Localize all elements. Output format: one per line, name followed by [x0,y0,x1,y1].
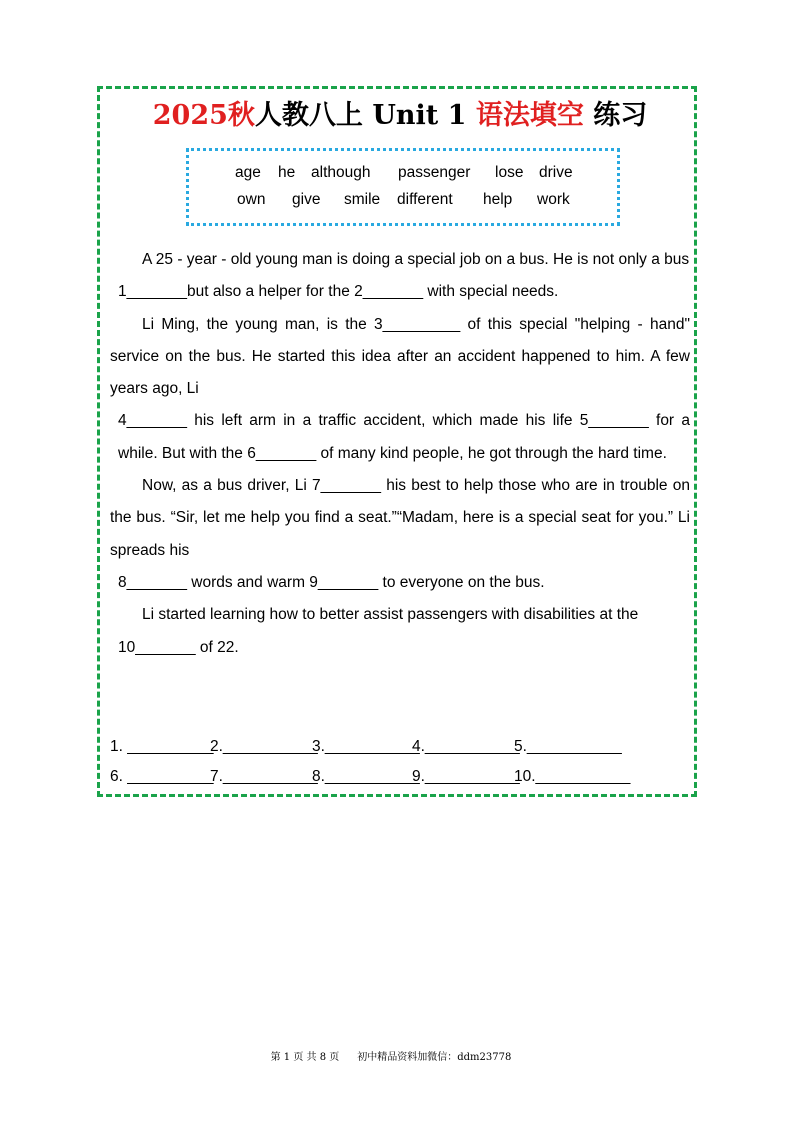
worksheet-title [0,96,800,136]
passage-paragraph-1-cont: 1_______but also a helper for the 2_______ with special needs. [118,283,559,301]
passage-paragraph-2-cont: 4_______ his left arm in a traffic accident, which made his life 5_______ for a while. But with the 6_______ of many kind people, he got through the hard time. [118,412,690,462]
answer-blank: 8.___________ [312,768,420,785]
answer-row-2 [110,762,690,792]
passage [110,244,690,664]
answer-blank: 3.___________ [312,738,420,755]
passage-paragraph-3: Now, as a bus driver, Li 7_______ his best to help those who are in trouble on the bus. “Sir, let me help you find a seat.”“Madam, here is a special seat for you.” Li spreads his [110,477,690,559]
word-bank-item: although [311,164,371,181]
word-bank-item: own [237,191,266,208]
answer-blank: 7.___________ [210,768,318,785]
answer-blank: 4.___________ [412,738,520,755]
answer-lines [110,732,690,792]
word-bank-item: give [292,191,321,208]
word-bank-item: different [397,191,453,208]
answer-row-1 [110,732,690,762]
word-bank-item: work [537,191,570,208]
title-edition: 人教八上 Unit 1 [254,100,476,131]
answer-blank: 6. __________ [110,768,214,785]
answer-blank: 1. __________ [110,738,214,755]
footer-contact: 初中精品资料加微信：ddm23778 [357,1052,512,1063]
passage-paragraph-1: A 25 - year - old young man is doing a special job on a bus. He is not only a bus [142,251,690,268]
answer-blank: 5.___________ [514,738,622,755]
word-bank-item: he [278,164,296,181]
title-year: 2025 [152,100,228,131]
page-footer [0,1050,800,1066]
word-bank-item: lose [495,164,524,181]
passage-paragraph-4-cont: 10_______ of 22. [118,638,239,656]
title-topic: 语法填空 [475,100,584,131]
word-bank [186,148,620,226]
title-season: 秋 [227,100,255,131]
answer-blank: 10.___________ [514,768,631,785]
word-bank-item: passenger [398,164,471,181]
word-bank-item: drive [539,164,573,181]
answer-blank: 2.___________ [210,738,318,755]
passage-paragraph-3-cont: 8_______ words and warm 9_______ to everyone on the bus. [118,573,545,591]
answer-blank: 9.___________ [412,768,520,785]
word-bank-item: age [235,164,261,181]
word-bank-item: smile [344,191,381,208]
passage-paragraph-2: Li Ming, the young man, is the 3_________ of this special "helping - hand" service on the bus. He started this idea after an accident happened to him. A few years ago, Li [110,315,690,398]
word-bank-item: help [483,191,513,208]
page-number: 第 1 页 共 8 页 [270,1052,340,1063]
passage-paragraph-4: Li started learning how to better assist passengers with disabilities at the [142,606,639,624]
title-suffix: 练习 [583,100,648,131]
